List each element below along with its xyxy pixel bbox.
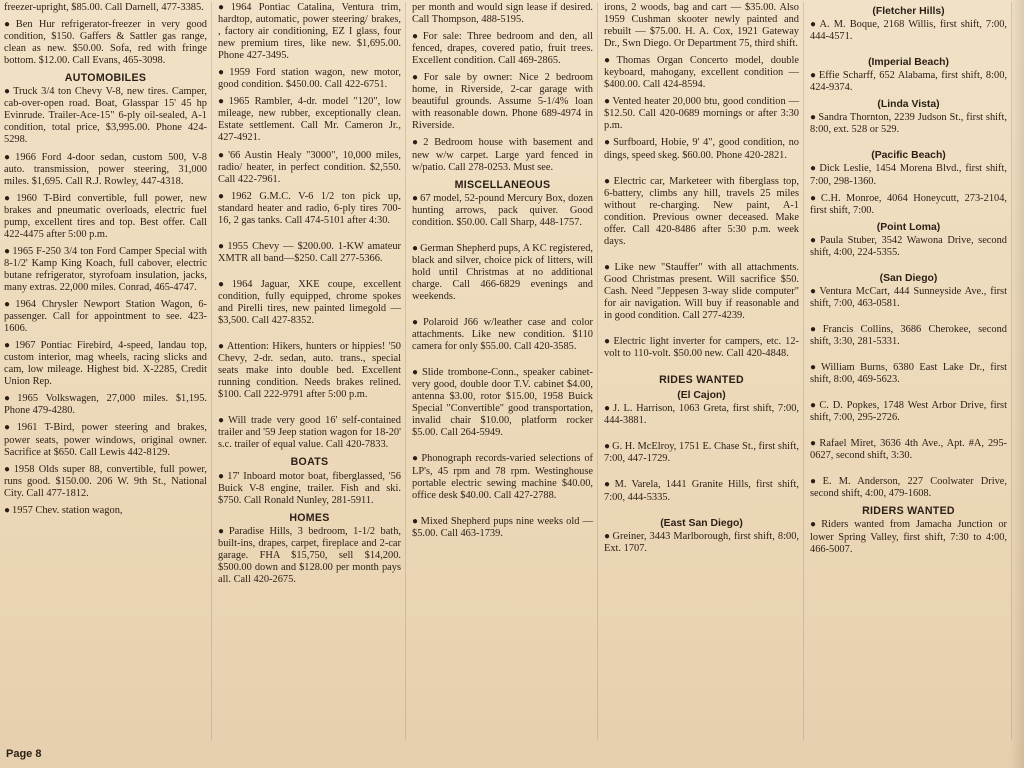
ad-text: Paradise Hills, 3 bedroom, 1-1/2 bath, built-ins, drapes, carpet, fireplace and 2-car garage. FHA $15,750, sell $14,200. $500.00 down and $128.00 per month pays all. Call 420-2675. — [218, 525, 401, 585]
classified-ad — [4, 393, 207, 417]
ad-text: 67 model, 52-pound Mercury Box, dozen hunting arrows, pack quiver. Good condition. $50.00. Call Sharp, 448-1757. — [412, 192, 593, 228]
ad-text: E. M. Anderson, 227 Coolwater Drive, second shift, 4:00, 479-1608. — [810, 476, 1007, 500]
classified-ad — [218, 2, 401, 62]
ad-text: Attention: Hikers, hunters or hippies! '50 Chevy, 2-dr. sedan, auto. trans., special seats make into double bed. Excellent running condition. Needs brakes relined. $100. Call 222-9791 after 5:00 p.m. — [218, 341, 402, 401]
section-heading: AUTOMOBILES — [64, 72, 147, 85]
ad-text: per month and would sign lease if desired. Call Thompson, 488-5195. — [412, 2, 593, 26]
bullet-icon: ● — [604, 175, 612, 187]
ad-text: Truck 3/4 ton Chevy V-8, new tires. Camper, cab-over-open road. Boat, Glasspar 15' 45 hp Evinrude. Trailer-Ace-15" 6-ply oil-sealed, A-1 condition, total price, $3,995.00. Phone 424-5298. — [4, 86, 207, 146]
bullet-icon: ● — [604, 441, 611, 453]
ad-text: C.H. Monroe, 4064 Honeycutt, 273-2104, first shift, 7:00. — [810, 192, 1007, 216]
ad-text: Riders wanted from Jamacha Junction or lower Spring Valley, first shift, 7:30 to 4:00, 466-5007. — [810, 519, 1007, 555]
ad-text: Rafael Miret, 3636 4th Ave., Apt. #A, 295-0627, second shift, 3:30. — [810, 438, 1007, 462]
ad-text: 1964 Pontiac Catalina, Ventura trim, hardtop, automatic, power steering/ brakes, , factory air conditioning, EZ I glass, four new premium tires, like new. $1,695.00. Phone 427-3495. — [218, 2, 401, 62]
section-heading: MISCELLANEOUS — [454, 178, 551, 191]
ad-text: 1965 Rambler, 4-dr. model "120", low mileage, new rubber, exceptionally clean. Estate settlement. Call Mr. Cameron Jr., 427-4921. — [218, 96, 401, 144]
ad-text: freezer-upright, $85.00. Call Darnell, 477-3385. — [4, 2, 204, 13]
ad-text: 17' Inboard motor boat, fiberglassed, '56 Buick V-8 engine, trailer. Fish and ski. $750. Call Ronald Nunley, 281-5911. — [218, 470, 401, 506]
bullet-icon: ● — [810, 400, 818, 412]
ad-text: 1962 G.M.C. V-6 1/2 ton pick up, standard heater and radio, 6-ply tires 700-16, 2 gas tanks. Call 474-5101 after 4:30. — [218, 190, 401, 226]
column-2 — [218, 2, 406, 740]
classified-ad — [604, 531, 799, 555]
bullet-icon: ● — [4, 393, 16, 405]
page-edge-shadow — [1010, 0, 1024, 768]
ad-text: Effie Scharff, 652 Alabama, first shift, 8:00, 424-9374. — [810, 70, 1007, 94]
classified-ad — [4, 152, 207, 188]
bullet-icon: ● — [4, 151, 14, 163]
classified-ad — [412, 137, 593, 173]
classified-ad — [412, 453, 593, 501]
bullet-icon: ● — [218, 190, 229, 202]
classified-ad — [810, 235, 1007, 259]
ad-text: Polaroid J66 w/leather case and color attachments. Like new condition. $110 camera for only $55.00. Call 420-3585. — [412, 317, 593, 353]
classified-ad — [4, 2, 207, 14]
classified-ad — [412, 243, 593, 303]
classified-ad — [604, 336, 799, 360]
classified-ad — [604, 2, 799, 50]
ad-text: 1955 Chevy — $200.00. 1-KW amateur XMTR all band—$250. Call 277-5366. — [218, 240, 401, 264]
bullet-icon: ● — [218, 341, 225, 353]
bullet-icon: ● — [810, 163, 818, 175]
classified-ad — [218, 67, 401, 91]
bullet-icon: ● — [604, 261, 613, 273]
ad-text: Paula Stuber, 3542 Wawona Drive, second shift, 4:00, 224-5355. — [810, 234, 1007, 258]
bullet-icon: ● — [218, 67, 228, 79]
ad-text: Like new "Stauffer" with all attachments. Good Christmas present. Will sacrifice $50. Cash. Need "Jeppesen 3-way slide computer" for air navigation. Will buy if reasonable and in good condition. Call 277-4239. — [604, 261, 800, 322]
ad-text: Slide trombone-Conn., speaker cabinet-very good, double door T.V. cabinet $4.00, antenna $3.00, rotor $15.00, 1958 Buick Special "Convertible" good transportation, invalid chair $10.00, platform rocker $5.00. Call 264-5949. — [412, 367, 593, 439]
classified-ad — [412, 72, 593, 132]
ad-text: Surfboard, Hobie, 9' 4", good condition, no dings, speed skeg. $60.00. Phone 420-2821. — [604, 137, 799, 161]
classified-ad — [810, 19, 1007, 43]
classified-ad — [218, 96, 401, 144]
area-subheading: (Point Loma) — [876, 221, 941, 233]
classified-ad — [4, 299, 207, 335]
area-subheading: (Fletcher Hills) — [872, 6, 945, 17]
ad-text: Sandra Thornton, 2239 Judson St., first shift, 8:00, ext. 528 or 529. — [810, 112, 1007, 136]
bullet-icon: ● — [412, 137, 422, 149]
bullet-icon: ● — [4, 19, 14, 31]
classified-ad — [412, 516, 593, 540]
classified-ad — [218, 241, 401, 265]
classified-ad — [412, 31, 593, 67]
classified-ad — [218, 279, 401, 327]
ad-text: Phonograph records-varied selections of LP's, 45 rpm and 78 rpm. Westinghouse portable electric sewing machine $40.00, office desk $40.00. Call 427-2788. — [412, 453, 593, 501]
bullet-icon: ● — [412, 317, 421, 329]
bullet-icon: ● — [810, 285, 818, 297]
ad-text: 1964 Jaguar, XKE coupe, excellent condition, fully equipped, chrome spokes and Pirelli tires, new painted limegold — $3,500. Call 427-8352. — [218, 278, 401, 327]
classified-ad — [412, 2, 593, 26]
section-heading: RIDES WANTED — [659, 374, 744, 387]
bullet-icon: ● — [412, 515, 419, 527]
area-subheading: (El Cajon) — [677, 390, 726, 402]
classified-ad — [810, 400, 1007, 424]
ad-text: Dick Leslie, 1454 Morena Blvd., first shift, 7:00, 298-1360. — [810, 163, 1007, 187]
ad-text: G. H. McElroy, 1751 E. Chase St., first shift, 7:00, 447-1729. — [604, 441, 799, 465]
bullet-icon: ● — [604, 137, 612, 149]
classified-ad — [810, 163, 1007, 187]
ad-text: 1965 F-250 3/4 ton Ford Camper Special with 8-1/2' Kamp King Koach, full cabover, electric butane refrigerator, styrofoam insulation, jacks, many extras. 22,000 miles. Conrad, 465-4747. — [4, 245, 207, 293]
ad-text: 1957 Chev. station wagon, — [12, 504, 123, 516]
ad-text: J. L. Harrison, 1063 Greta, first shift, 7:00, 444-3881. — [604, 403, 799, 427]
page-number: Page 8 — [6, 748, 42, 760]
classified-ad — [810, 193, 1007, 217]
bullet-icon: ● — [412, 31, 421, 43]
bullet-icon: ● — [810, 192, 819, 204]
section-heading: BOATS — [290, 456, 329, 469]
classified-ad — [4, 193, 207, 241]
ad-text: Will trade very good 16' self-contained trailer and '59 Jeep station wagon for 18-20' s.c. trailer of equal value. Call 420-7833. — [218, 415, 401, 451]
classified-ad — [4, 505, 207, 517]
area-subheading: (East San Diego) — [660, 517, 743, 529]
classified-ad — [604, 479, 799, 503]
classified-ad — [4, 464, 207, 500]
bullet-icon: ● — [604, 55, 615, 67]
ad-text: For sale: Three bedroom and den, all fenced, drapes, covered patio, fruit trees. Excellent condition. Call 469-2865. — [412, 31, 593, 67]
column-3 — [412, 2, 598, 740]
bullet-icon: ● — [810, 438, 818, 450]
bullet-icon: ● — [810, 234, 819, 246]
section-heading: HOMES — [289, 511, 330, 524]
classified-ad — [810, 362, 1007, 386]
classified-ad — [412, 193, 593, 229]
bullet-icon: ● — [218, 96, 227, 108]
area-subheading: (Imperial Beach) — [868, 57, 949, 69]
bullet-icon: ● — [412, 367, 420, 379]
classified-ad — [218, 150, 401, 186]
ad-text: 1965 Volkswagen, 27,000 miles. $1,195. Phone 479-4280. — [4, 393, 207, 417]
classified-ad — [810, 476, 1007, 500]
bullet-icon: ● — [810, 362, 819, 374]
ad-text: Greiner, 3443 Marlborough, first shift, 8:00, Ext. 1707. — [604, 530, 799, 554]
bullet-icon: ● — [218, 2, 229, 13]
area-subheading: (Linda Vista) — [877, 99, 940, 111]
classified-ad — [4, 19, 207, 67]
classified-ad — [218, 341, 401, 401]
classified-ad — [4, 246, 207, 294]
ad-text: 1960 T-Bird convertible, full power, new brakes and pneumatic overloads, electric fuel pump, excellent tires and top. Best offer. Call 422-4475 after 5:00 p.m. — [4, 192, 207, 240]
bullet-icon: ● — [810, 70, 817, 82]
bullet-icon: ● — [810, 112, 817, 124]
bullet-icon: ● — [4, 86, 12, 98]
ad-text: C. D. Popkes, 1748 West Arbor Drive, first shift, 7:00, 295-2726. — [810, 400, 1007, 424]
classified-ad — [810, 519, 1007, 555]
bullet-icon: ● — [604, 403, 612, 415]
bullet-icon: ● — [4, 504, 11, 516]
classified-ad — [4, 422, 207, 458]
bullet-icon: ● — [604, 479, 613, 491]
bullet-icon: ● — [604, 530, 611, 542]
ad-text: Thomas Organ Concerto model, double keyboard, mahogany, excellent condition — $400.00. Call 424-8594. — [604, 55, 799, 91]
area-subheading: (Pacific Beach) — [871, 150, 946, 162]
ad-text: Electric light inverter for campers, etc. 12-volt to 110-volt. $50.00 new. Call 420-4848. — [604, 336, 800, 360]
classified-ad — [810, 70, 1007, 94]
bullet-icon: ● — [4, 340, 13, 352]
area-subheading: (San Diego) — [879, 272, 938, 284]
ad-text: irons, 2 woods, bag and cart — $35.00. Also 1959 Cushman skooter newly painted and rebuilt — $75.00. H. A. Cox, 1921 Gateway Dr., Swn Diego. Or Department 75, third shift. — [604, 2, 799, 50]
bullet-icon: ● — [218, 149, 227, 161]
classified-ad — [218, 191, 401, 227]
classified-ad — [604, 441, 799, 465]
bullet-icon: ● — [604, 336, 612, 348]
ad-text: Mixed Shepherd pups nine weeks old — $5.00. Call 463-1739. — [412, 515, 593, 539]
bullet-icon: ● — [810, 476, 821, 488]
bullet-icon: ● — [810, 519, 820, 531]
bullet-icon: ● — [218, 278, 230, 290]
ad-text: Electric car, Marketeer with fiberglass top, 6-battery, climbs any hill, travels 25 miles without re-charging. New paint, A-1 condition. Previous owner deceased. Make offer. Call 420-8486 after 5:30 p.m. week days. — [604, 175, 799, 247]
classified-ad — [604, 403, 799, 427]
ad-text: 2 Bedroom house with basement and new w/w carpet. Large yard fenced in w/patio. Call 278-0253. Must see. — [412, 137, 593, 173]
bullet-icon: ● — [604, 96, 611, 108]
bullet-icon: ● — [218, 240, 226, 252]
column-5 — [810, 2, 1012, 740]
bullet-icon: ● — [412, 72, 422, 84]
ad-text: For sale by owner: Nice 2 bedroom home, in Riverside, 2-car garage with beautiful grounds. Assume 5-1/4% loan with reasonable down. Phone 689-4974 in Riverside. — [412, 72, 593, 132]
classified-ad — [604, 176, 799, 248]
ad-text: '66 Austin Healy "3000", 10,000 miles, radio/ heater, in perfect condition. $2,550. Call 422-7961. — [218, 149, 401, 185]
ad-text: A. M. Boque, 2168 Willis, first shift, 7:00, 444-4571. — [810, 19, 1007, 43]
section-heading: RIDERS WANTED — [862, 505, 955, 518]
classified-ad — [810, 112, 1007, 136]
bullet-icon: ● — [4, 422, 15, 434]
ad-text: M. Varela, 1441 Granite Hills, first shift, 7:00, 444-5335. — [604, 479, 799, 503]
classified-ad — [412, 367, 593, 439]
column-1 — [4, 2, 212, 740]
classified-ad — [810, 286, 1007, 310]
bullet-icon: ● — [4, 192, 15, 204]
bullet-icon: ● — [412, 192, 419, 204]
classified-ad — [604, 55, 799, 91]
classified-ad — [218, 526, 401, 586]
ad-text: Francis Collins, 3686 Cherokee, second shift, 3:30, 281-5331. — [810, 323, 1007, 347]
classified-ad — [810, 324, 1007, 348]
classified-ad — [810, 438, 1007, 462]
bullet-icon: ● — [4, 245, 11, 257]
bullet-icon: ● — [4, 463, 12, 475]
classified-ad — [604, 137, 799, 161]
ad-text: 1966 Ford 4-door sedan, custom 500, V-8 auto. transmission, power steering, 31,000 miles. $1,695. Call R.J. Rowley, 447-4318. — [4, 151, 207, 187]
bullet-icon: ● — [810, 323, 821, 335]
ad-text: 1959 Ford station wagon, new motor, good condition. $450.00. Call 422-6751. — [218, 67, 401, 91]
ad-text: 1967 Pontiac Firebird, 4-speed, landau top, custom interior, mag wheels, racing slicks and cam, low mileage. Highest bid. X-2285, Credit Union Rep. — [4, 340, 207, 388]
bullet-icon: ● — [218, 470, 226, 482]
bullet-icon: ● — [4, 299, 14, 311]
bullet-icon: ● — [218, 415, 227, 427]
bullet-icon: ● — [412, 453, 420, 465]
classified-ad — [604, 96, 799, 132]
ad-text: German Shepherd pups, A KC registered, black and silver, choice pick of litters, will hold until Christmas at no additional charge. Call 466-6829 evenings and weekends. — [412, 242, 593, 302]
column-4 — [604, 2, 804, 740]
bullet-icon: ● — [412, 242, 419, 254]
ad-text: William Burns, 6380 East Lake Dr., first shift, 8:00, 469-5623. — [810, 362, 1007, 386]
classified-ad — [218, 471, 401, 507]
classified-ad — [4, 86, 207, 146]
ad-text: Vented heater 20,000 btu, good condition — $12.50. Call 420-0689 mornings or after 3:30 p.m. — [604, 96, 800, 132]
classified-ad — [412, 317, 593, 353]
classified-ad — [604, 262, 799, 322]
classified-ad — [4, 340, 207, 388]
bullet-icon: ● — [810, 19, 818, 31]
ad-text: Ventura McCart, 444 Sunneyside Ave., first shift, 7:00, 463-0581. — [810, 285, 1007, 309]
ad-text: 1958 Olds super 88, convertible, full power, runs good. $150.00. 206 W. 9th St., National City. Call 477-1812. — [4, 463, 208, 499]
ad-text: 1964 Chrysler Newport Station Wagon, 6-passenger. Call for appointment to see. 423-1606. — [4, 299, 208, 335]
bullet-icon: ● — [218, 525, 227, 537]
ad-text: Ben Hur refrigerator-freezer in very good condition, $150. Gaffers & Sattler gas range, clean as new. $50.00. Sofa, red with fringe bottom. $12.00. Call Evans, 465-3098. — [4, 19, 208, 67]
ad-text: 1961 T-Bird, power steering and brakes, power seats, power windows, original owner. Sacrifice at $650. Call Lewis 442-8129. — [4, 422, 207, 458]
classified-ad — [218, 415, 401, 451]
